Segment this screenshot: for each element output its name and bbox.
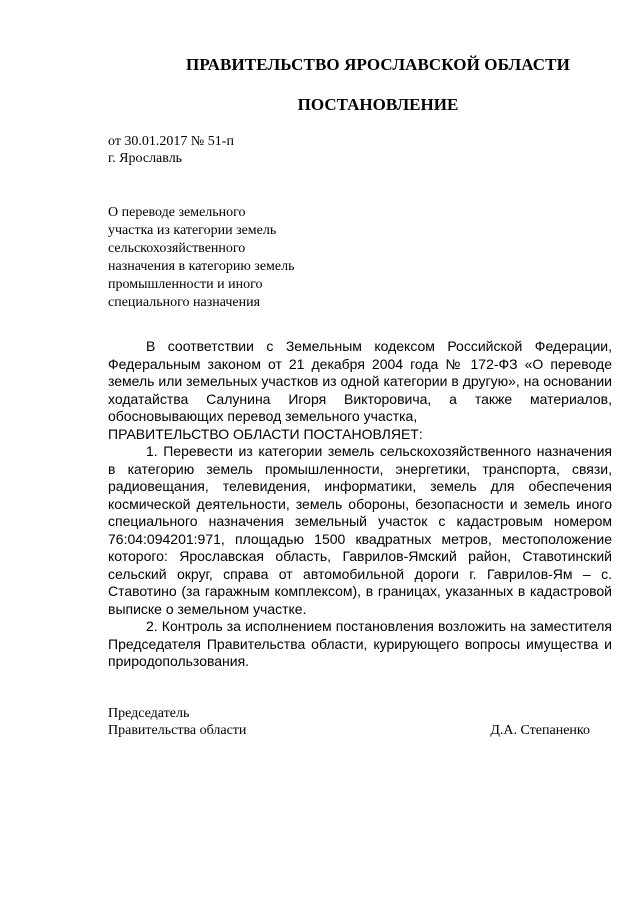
organization-title: ПРАВИТЕЛЬСТВО ЯРОСЛАВСКОЙ ОБЛАСТИ (186, 55, 570, 74)
subject-line: участка из категории земель (108, 223, 277, 238)
item-1-paragraph: 1. Перевести из категории земель сельскохозяйственного назначения в категорию земель промышленности, энергетики, транспорта, связи, радиовещания, телевидения, информатики, земель для обеспечения космической деятельности, земель обороны, безопасности и земель иного специального назначения земельный участок с кадастровым номером 76:04:094201:971, площадью 1500 квадратных метров, местоположение которого: Ярославская область, Гаврилов-Ямский район, Ставотинский сельский округ, справа от автомобильной дороги г. Гаврилов-Ям – с. Ставотино (за гаражным комплексом), в границах, указанных в кадастровой выписке о земельном участке. (108, 443, 612, 617)
subject-line: сельскохозяйственного (108, 241, 246, 256)
signatory-name: Д.А. Степаненко (490, 723, 590, 738)
item-2-paragraph: 2. Контроль за исполнением постановления возложить на заместителя Председателя Правительства области, курирующего вопросы имущества и природопользования. (108, 618, 612, 669)
document-meta (108, 133, 234, 167)
document-type-title: ПОСТАНОВЛЕНИЕ (297, 95, 459, 114)
decree-heading: ПРАВИТЕЛЬСТВО ОБЛАСТИ ПОСТАНОВЛЯЕТ: (108, 425, 423, 442)
signatory-position-line-1: Председатель (108, 706, 190, 721)
signatory-position-line-2: Правительства области (108, 723, 247, 738)
subject-line: промышленности и иного (108, 277, 263, 292)
signature-block (108, 705, 590, 739)
signature-line (108, 722, 590, 739)
document-subject (108, 204, 338, 312)
subject-line: назначения в категорию земель (108, 259, 295, 274)
city: г. Ярославль (108, 151, 183, 166)
preamble-paragraph: В соответствии с Земельным кодексом Российской Федерации, Федеральным законом от 21 декабря 2004 года № 172-ФЗ «О переводе земель или земельных участков из одной категории в другую», на основании ходатайства Салунина Игоря Викторовича, а также материалов, обосновывающих перевод земельного участка, (108, 338, 612, 424)
subject-line: О переводе земельного (108, 205, 246, 220)
date-number: от 30.01.2017 № 51-п (108, 134, 234, 149)
document-body (108, 338, 612, 671)
subject-line: специального назначения (108, 295, 261, 310)
